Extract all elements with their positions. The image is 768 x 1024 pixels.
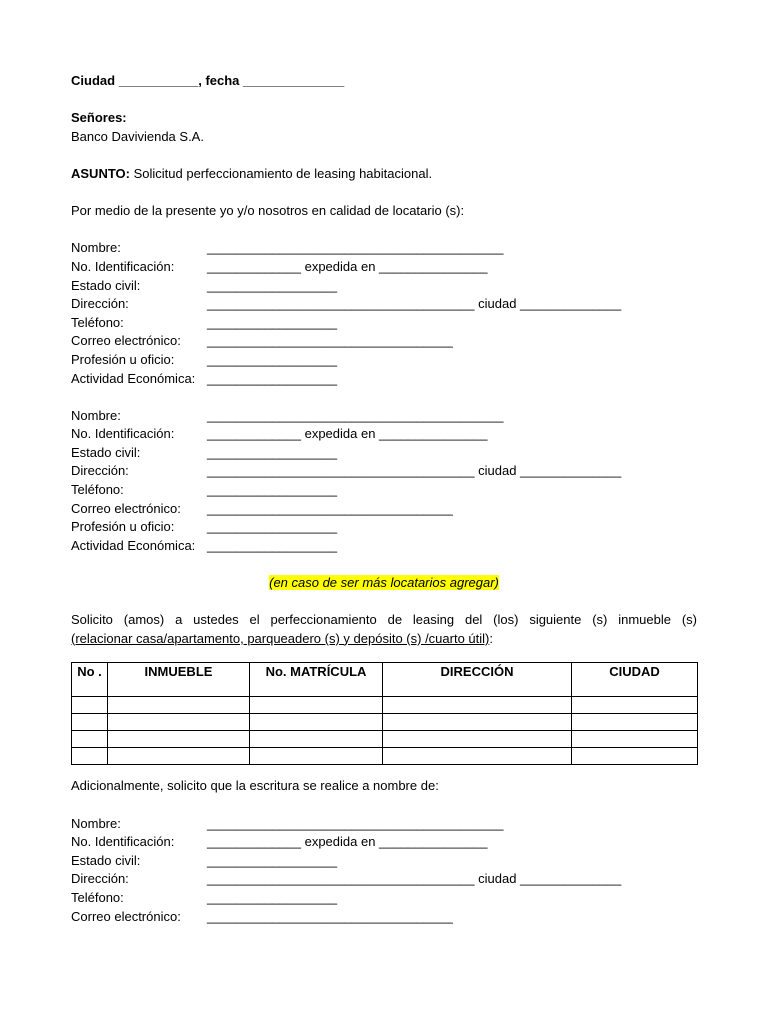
field-telefono — [71, 481, 697, 500]
table-header-row — [72, 663, 698, 697]
field-label: Estado civil: — [71, 852, 141, 868]
table-cell[interactable] — [572, 697, 698, 714]
field-blank: __________________ — [207, 370, 338, 386]
table-cell[interactable] — [383, 697, 572, 714]
city-label: Ciudad — [71, 73, 116, 88]
subject-label: ASUNTO: — [71, 165, 130, 181]
field-label: No. Identificación: — [71, 426, 175, 442]
escritura-block — [71, 815, 697, 927]
field-blank: __________________ — [207, 314, 338, 330]
city-date-line — [71, 72, 697, 91]
date-label: , fecha — [198, 73, 240, 88]
field-estado-civil — [71, 444, 697, 463]
field-blank: __________________ — [207, 889, 338, 905]
table-row — [72, 748, 698, 765]
field-correo — [71, 332, 697, 351]
field-label: Estado civil: — [71, 277, 141, 293]
table-row — [72, 714, 698, 731]
locatario-1-block — [71, 239, 697, 388]
field-estado-civil — [71, 277, 697, 296]
field-label: Correo electrónico: — [71, 908, 181, 924]
col-header-no: No . — [72, 663, 108, 697]
table-cell[interactable] — [572, 731, 698, 748]
field-identificacion — [71, 833, 697, 852]
table-row — [72, 731, 698, 748]
field-blank: __________________________________ — [207, 500, 453, 516]
table-cell[interactable] — [72, 748, 108, 765]
field-profesion — [71, 351, 697, 370]
field-direccion — [71, 462, 697, 481]
field-blank: __________________ — [207, 351, 338, 367]
table-cell[interactable] — [250, 697, 383, 714]
field-blank: _____________________________________ ciudad ______________ — [207, 296, 622, 312]
field-blank: __________________ — [207, 537, 338, 553]
field-label: No. Identificación: — [71, 258, 175, 274]
field-label: Dirección: — [71, 463, 129, 479]
field-blank: __________________ — [207, 852, 338, 868]
field-blank: _____________________________________ ciudad ______________ — [207, 463, 622, 479]
subject-line — [71, 165, 697, 184]
field-label: Teléfono: — [71, 889, 124, 905]
table-cell[interactable] — [250, 714, 383, 731]
field-label: No. Identificación: — [71, 834, 175, 850]
table-cell[interactable] — [108, 748, 250, 765]
field-label: Actividad Económica: — [71, 370, 196, 386]
locatario-2-block — [71, 407, 697, 556]
field-blank: _________________________________________ — [207, 815, 504, 831]
table-cell[interactable] — [572, 714, 698, 731]
table-cell[interactable] — [72, 697, 108, 714]
table-cell[interactable] — [108, 697, 250, 714]
field-label: Teléfono: — [71, 314, 124, 330]
field-blank: _____________ expedida en _______________ — [207, 258, 488, 274]
field-actividad — [71, 537, 697, 556]
field-label: Actividad Económica: — [71, 537, 196, 553]
field-label: Nombre: — [71, 407, 121, 423]
field-label: Estado civil: — [71, 444, 141, 460]
city-blank: ___________ — [118, 73, 199, 88]
field-label: Correo electrónico: — [71, 500, 181, 516]
field-blank: __________________________________ — [207, 333, 453, 349]
highlighted-note: (en caso de ser más locatarios agregar) — [269, 575, 499, 591]
field-blank: __________________ — [207, 482, 338, 498]
field-label: Profesión u oficio: — [71, 351, 175, 367]
table-cell[interactable] — [383, 731, 572, 748]
field-blank: __________________________________ — [207, 908, 453, 924]
recipient-name: Banco Davivienda S.A. — [71, 128, 204, 144]
field-correo — [71, 500, 697, 519]
intro-text: Por medio de la presente yo y/o nosotros en calidad de locatario (s): — [71, 203, 465, 219]
table-cell[interactable] — [72, 714, 108, 731]
table-cell[interactable] — [383, 714, 572, 731]
table-cell[interactable] — [72, 731, 108, 748]
col-header-direccion: DIRECCIÓN — [383, 663, 572, 697]
field-label: Nombre: — [71, 815, 121, 831]
col-header-ciudad: CIUDAD — [572, 663, 698, 697]
field-nombre — [71, 815, 697, 834]
field-label: Profesión u oficio: — [71, 519, 175, 535]
document-page — [71, 72, 697, 926]
table-row — [72, 697, 698, 714]
field-telefono — [71, 314, 697, 333]
inmuebles-table — [71, 662, 698, 765]
table-cell[interactable] — [108, 714, 250, 731]
table-cell[interactable] — [250, 731, 383, 748]
field-label: Dirección: — [71, 871, 129, 887]
request-line-1: Solicito (amos) a ustedes el perfeccionamiento de leasing del (los) siguiente (s) inmueble (s) — [71, 612, 697, 628]
field-direccion — [71, 870, 697, 889]
additional-text: Adicionalmente, solicito que la escritura se realice a nombre de: — [71, 778, 439, 794]
field-blank: _____________ expedida en _______________ — [207, 834, 488, 850]
table-cell[interactable] — [572, 748, 698, 765]
note-line — [71, 574, 697, 593]
request-underlined: (relacionar casa/apartamento, parqueadero (s) y depósito (s) /cuarto útil) — [71, 630, 490, 646]
field-blank: __________________ — [207, 444, 338, 460]
table-cell[interactable] — [250, 748, 383, 765]
field-nombre — [71, 407, 697, 426]
field-blank: _________________________________________ — [207, 240, 504, 256]
subject-text: Solicitud perfeccionamiento de leasing habitacional. — [129, 165, 433, 181]
field-blank: _____________ expedida en _______________ — [207, 426, 488, 442]
field-direccion — [71, 295, 697, 314]
field-label: Teléfono: — [71, 482, 124, 498]
request-line-2 — [71, 630, 697, 649]
field-identificacion — [71, 258, 697, 277]
field-label: Nombre: — [71, 240, 121, 256]
field-profesion — [71, 518, 697, 537]
field-blank: __________________ — [207, 277, 338, 293]
field-blank: _________________________________________ — [207, 407, 504, 423]
table-cell[interactable] — [383, 748, 572, 765]
request-tail: : — [489, 630, 493, 646]
field-blank: __________________ — [207, 519, 338, 535]
field-identificacion — [71, 425, 697, 444]
date-blank: ______________ — [243, 73, 345, 88]
field-actividad — [71, 370, 697, 389]
col-header-inmueble: INMUEBLE — [108, 663, 250, 697]
field-blank: _____________________________________ ciudad ______________ — [207, 871, 622, 887]
field-estado-civil — [71, 852, 697, 871]
table-cell[interactable] — [108, 731, 250, 748]
col-header-matricula: No. MATRÍCULA — [250, 663, 383, 697]
field-label: Dirección: — [71, 296, 129, 312]
field-label: Correo electrónico: — [71, 333, 181, 349]
field-telefono — [71, 889, 697, 908]
field-correo — [71, 908, 697, 927]
salutation: Señores: — [71, 110, 127, 126]
field-nombre — [71, 239, 697, 258]
